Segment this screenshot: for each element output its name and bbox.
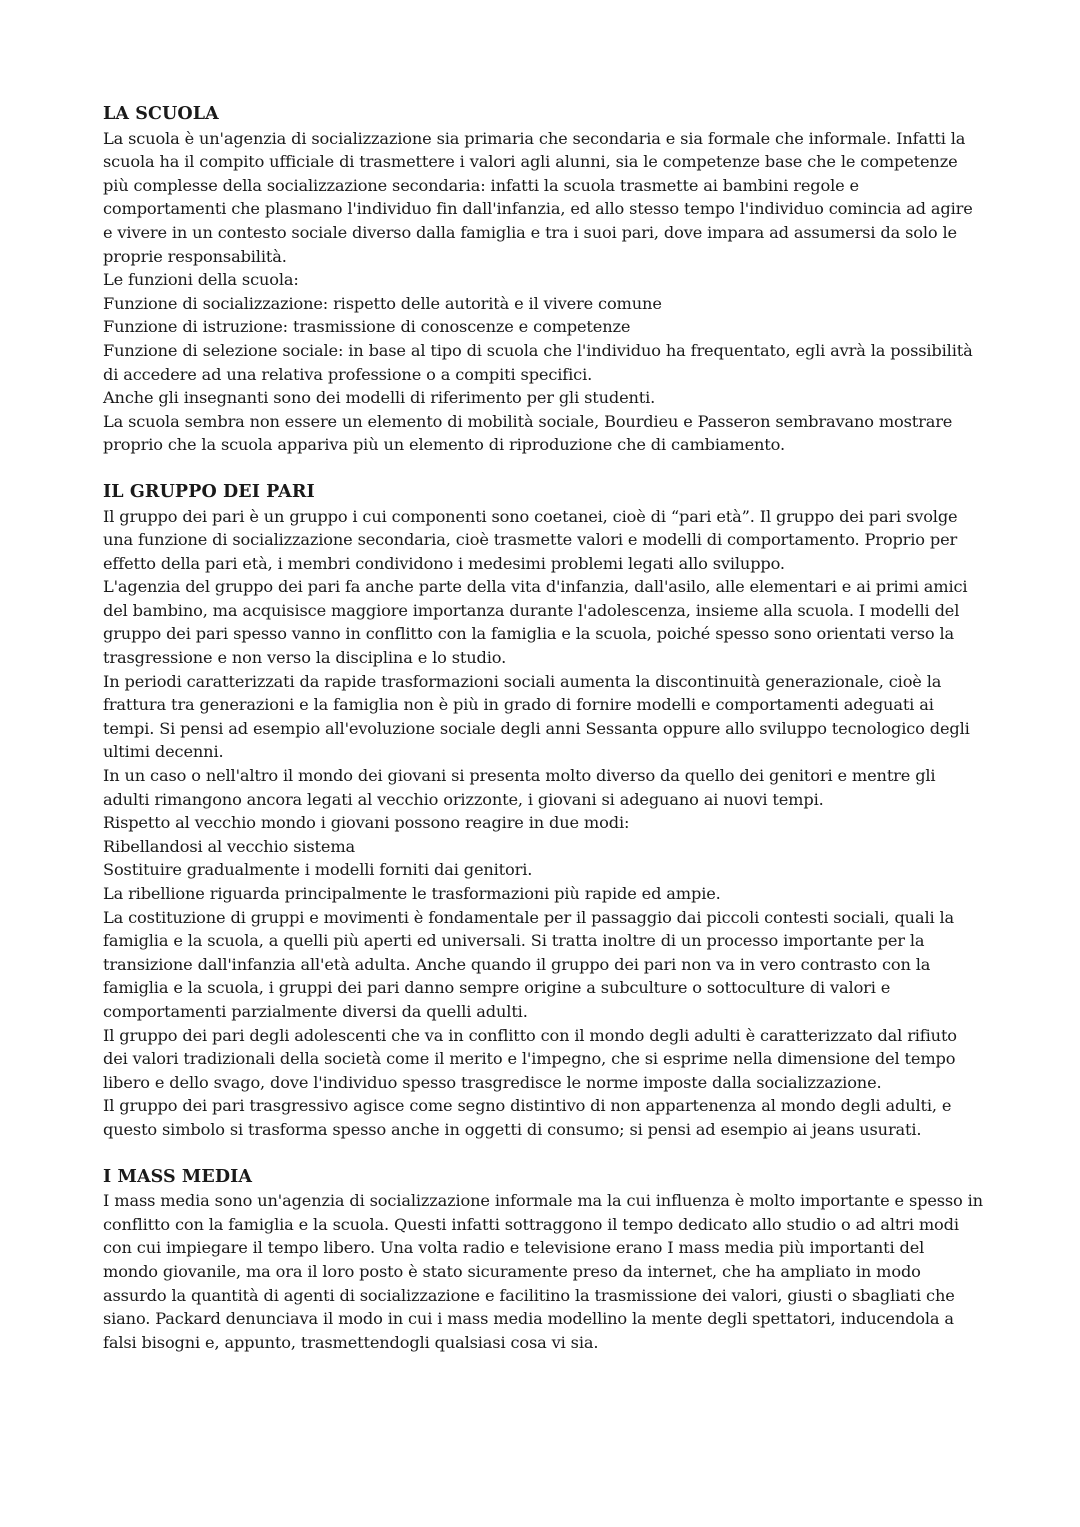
paragraph: Il gruppo dei pari è un gruppo i cui componenti sono coetanei, cioè di “pari età”. Il gruppo dei pari svolge una funzione di socializzazione secondaria, cioè trasmette valori e modelli di comportamento. Proprio per effetto della pari età, i membri condividono i medesimi problemi legati allo sviluppo. [103,506,958,573]
paragraph: Il gruppo dei pari trasgressivo agisce come segno distintivo di non appartenenza al mondo degli adulti, e questo simbolo si trasforma spesso anche in oggetti di consumo; si pensi ad esempio ai jeans usurati. [103,1096,952,1139]
paragraph: I mass media sono un'agenzia di socializzazione informale ma la cui influenza è molto importante e spesso in conflitto con la famiglia e la scuola. Questi infatti sottraggono il tempo dedicato allo studio o ad altri modi con cui impiegare il tempo libero. Una volta radio e televisione erano I mass media più importanti del mondo giovanile, ma ora il loro posto è stato sicuramente preso da internet, che ha ampliato in modo assurdo la quantità di agenti di socializzazione e facilitino la trasmissione dei valori, giusti o sbagliati che siano. Packard denunciava il modo in cui i mass media modellino la mente degli spettatori, inducendola a falsi bisogni e, appunto, trasmettendogli qualsiasi cosa vi sia. [103,1191,983,1352]
paragraph: In periodi caratterizzati da rapide trasformazioni sociali aumenta la discontinuità generazionale, cioè la frattura tra generazioni e la famiglia non è più in grado di fornire modelli e comportamenti adeguati ai tempi. Si pensi ad esempio all'evoluzione sociale degli anni Sessanta oppure allo sviluppo tecnologico degli ultimi decenni. [103,671,970,762]
paragraph: Anche gli insegnanti sono dei modelli di riferimento per gli studenti. [103,388,656,408]
paragraph: In un caso o nell'altro il mondo dei giovani si presenta molto diverso da quello dei genitori e mentre gli adulti rimangono ancora legati al vecchio orizzonte, i giovani si adeguano ai nuovi tempi. [103,766,936,809]
section-heading: LA SCUOLA [103,104,219,124]
paragraph: La ribellione riguarda principalmente le trasformazioni più rapide ed ampie. [103,884,721,903]
paragraph: Le funzioni della scuola: [103,270,299,290]
paragraph: La scuola sembra non essere un elemento di mobilità sociale, Bourdieu e Passeron sembravano mostrare proprio che la scuola appariva più un elemento di riproduzione che di cambiamento. [103,411,953,455]
paragraph: La scuola è un'agenzia di socializzazione sia primaria che secondaria e sia formale che informale. Infatti la scuola ha il compito ufficiale di trasmettere i valori agli alunni, sia le competenze base che le competenze più complesse della socializzazione secondaria: infatti la scuola trasmette ai bambini regole e comportamenti che plasmano l'individuo fin dall'infanzia, ed allo stesso tempo l'individuo comincia ad agire e vivere in un contesto sociale diverso dalla famiglia e tra i suoi pari, dove impara ad assumersi da solo le proprie responsabilità. [103,128,973,266]
paragraph: Ribellandosi al vecchio sistema [103,836,356,856]
paragraph: La costituzione di gruppi e movimenti è fondamentale per il passaggio dai piccoli contesti sociali, quali la famiglia e la scuola, a quelli più aperti ed universali. Si tratta inoltre di un processo importante per la transizione dall'infanzia all'età adulta. Anche quando il gruppo dei pari non va in vero contrasto con la famiglia e la scuola, i gruppi dei pari danno sempre origine a subculture o sottoculture di valori e comportamenti parzialmente diversi da quelli adulti. [103,907,955,1021]
section-heading: I MASS MEDIA [103,1166,253,1187]
section-gruppo-dei-pari [103,481,983,1142]
paragraph: Funzione di socializzazione: rispetto delle autorità e il vivere comune [103,293,662,313]
section-heading: IL GRUPPO DEI PARI [103,481,315,502]
paragraph: Il gruppo dei pari degli adolescenti che va in conflitto con il mondo degli adulti è caratterizzato dal rifiuto dei valori tradizionali della società come il merito e l'impegno, che si esprime nella dimensione del tempo libero e dello svago, dove l'individuo spesso trasgredisce le norme imposte dalla socializzazione. [103,1025,957,1092]
section-la-scuola [103,103,983,457]
section-mass-media [103,1166,983,1355]
document-page [103,103,983,1378]
paragraph: L'agenzia del gruppo dei pari fa anche parte della vita d'infanzia, dall'asilo, alle elementari e ai primi amici del bambino, ma acquisisce maggiore importanza durante l'adolescenza, insieme alla scuola. I modelli del gruppo dei pari spesso vanno in conflitto con la famiglia e la scuola, poiché spesso sono orientati verso la trasgressione e non verso la disciplina e lo studio. [103,577,968,668]
paragraph: Funzione di selezione sociale: in base al tipo di scuola che l'individuo ha frequentato, egli avrà la possibilità di accedere ad una relativa professione o a compiti specifici. [103,340,973,384]
paragraph: Rispetto al vecchio mondo i giovani possono reagire in due modi: [103,813,630,833]
paragraph: Funzione di istruzione: trasmissione di conoscenze e competenze [103,317,631,337]
paragraph: Sostituire gradualmente i modelli forniti dai genitori. [103,860,533,880]
